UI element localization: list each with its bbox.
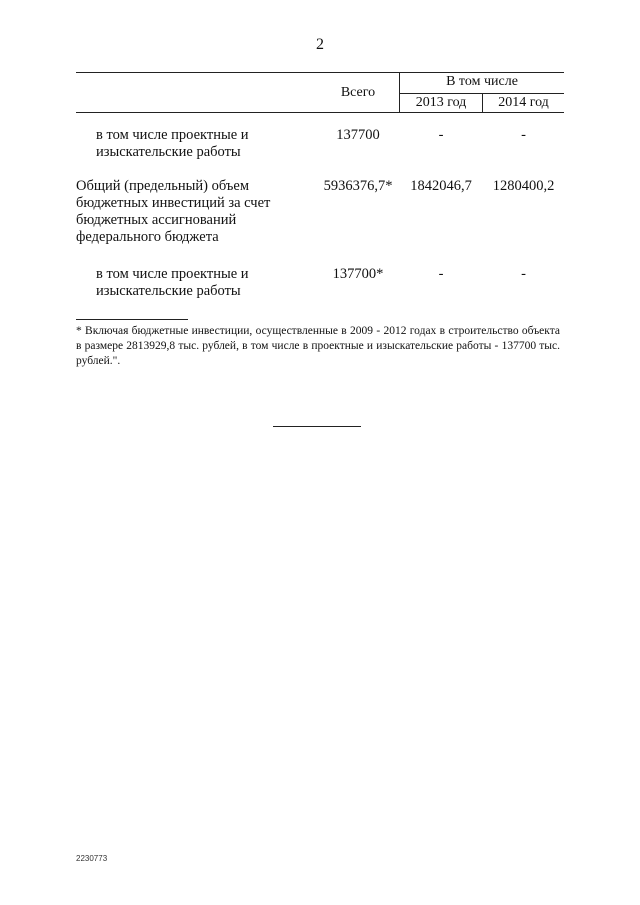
page-number: 2 (316, 36, 324, 53)
row-1-2013: - (438, 127, 444, 143)
document-code: 2230773 (76, 854, 108, 863)
row-2-label-line-3: бюджетных ассигнований (76, 212, 237, 228)
row-3-total: 137700* (332, 266, 384, 282)
row-3-2013: - (438, 266, 444, 282)
row-1-label (96, 127, 326, 161)
header-total: Всего (340, 85, 376, 100)
footnote-text: * Включая бюджетные инвестиции, осуществленные в 2009 - 2012 годах в строительство объекта в размере 2813929,8 тыс. рублей, в том числе в проектные и изыскательские работы - 137700 тыс. рублей.". (76, 325, 560, 367)
row-2-label (76, 178, 316, 246)
row-2-2013: 1842046,7 (410, 178, 472, 194)
row-1-total: 137700 (336, 127, 380, 143)
row-1-label-line-2: изыскательские работы (96, 144, 241, 160)
table-top-border (76, 72, 564, 73)
row-1-2014: - (521, 127, 526, 143)
row-1-label-line-1: в том числе проектные и (96, 127, 249, 143)
row-2-label-line-2: бюджетных инвестиций за счет (76, 195, 271, 211)
header-2013: 2013 год (415, 95, 467, 110)
row-3-label (96, 266, 326, 300)
row-2-2014: 1280400,2 (492, 178, 555, 194)
row-3-2014: - (521, 266, 526, 282)
row-2-label-line-1: Общий (предельный) объем (76, 178, 249, 194)
header-2014: 2014 год (498, 95, 549, 110)
row-2-label-line-4: федерального бюджета (76, 229, 219, 245)
row-3-label-line-1: в том числе проектные и (96, 266, 249, 282)
footnote-rule (76, 319, 188, 320)
row-2-total: 5936376,7* (323, 178, 393, 194)
closing-rule (273, 426, 361, 427)
header-including: В том числе (446, 74, 518, 89)
table-header-bottom-border (76, 112, 564, 113)
row-3-label-line-2: изыскательские работы (96, 283, 241, 299)
